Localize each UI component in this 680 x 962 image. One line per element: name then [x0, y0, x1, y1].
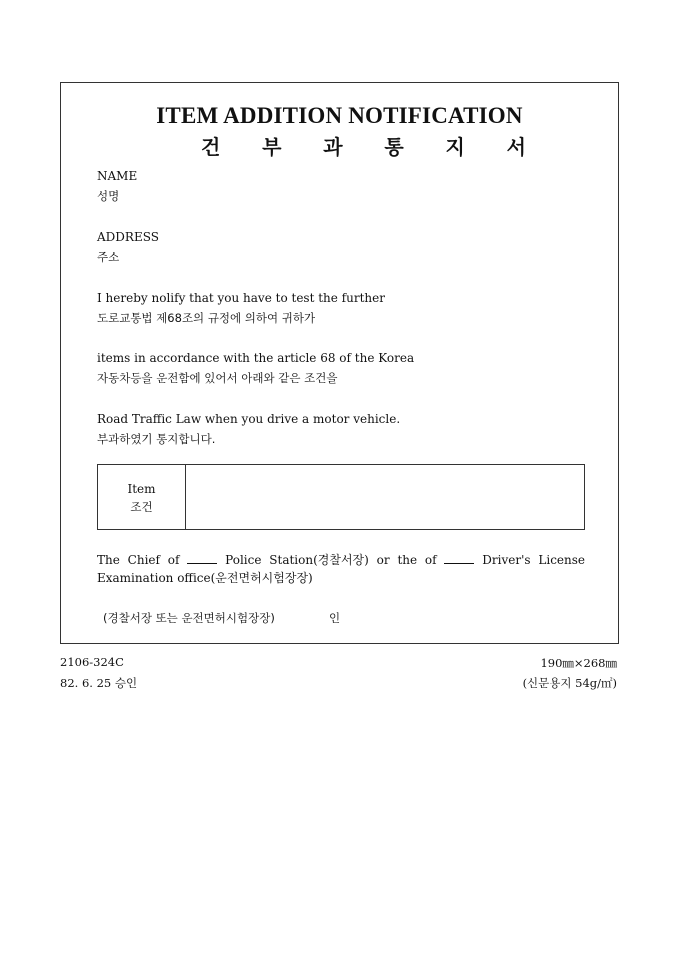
seal-label: 인: [329, 611, 341, 625]
approval-date: 82. 6. 25 승인: [60, 676, 138, 690]
item-label-english: Item: [127, 482, 156, 496]
item-table: [97, 464, 585, 530]
notification-form: [60, 82, 619, 644]
paragraph-2-english: items in accordance with the article 68 of the Korea: [97, 351, 415, 365]
paragraph-1-korean: 도로교통법 제68조의 규정에 의하여 귀하가: [97, 311, 316, 325]
name-label-korean: 성명: [97, 189, 120, 203]
form-title-english: ITEM ADDITION NOTIFICATION: [156, 103, 523, 128]
title-char: 지: [445, 135, 465, 159]
title-char: 건: [201, 135, 221, 159]
chief-text-3: Driver's License: [482, 553, 585, 567]
paragraph-3-korean: 부과하였기 통지합니다.: [97, 432, 216, 446]
address-label-korean: 주소: [97, 250, 120, 264]
form-title-korean: [201, 131, 526, 160]
address-label-english: ADDRESS: [97, 230, 159, 244]
police-station-blank: [187, 562, 217, 564]
paper-type: (신문용지 54g/㎡): [522, 676, 617, 690]
chief-line-1: [97, 550, 585, 570]
title-char: 부: [262, 135, 282, 159]
paragraph-1-english: I hereby nolify that you have to test the further: [97, 291, 385, 305]
form-number: 2106-324C: [60, 655, 124, 669]
chief-line-2: Examination office(운전면허시험장장): [97, 571, 313, 585]
signature-label: (경찰서장 또는 운전면허시험장장): [103, 611, 275, 625]
chief-text-2: Police Station(경찰서장) or the of: [225, 553, 437, 567]
license-office-blank: [444, 562, 474, 564]
item-label-cell: [98, 465, 186, 529]
paragraph-2-korean: 자동차등을 운전함에 있어서 아래와 같은 조건을: [97, 371, 338, 385]
chief-text-1: The Chief of: [97, 553, 180, 567]
name-label-english: NAME: [97, 169, 138, 183]
paragraph-3-english: Road Traffic Law when you drive a motor vehicle.: [97, 412, 401, 426]
title-char: 과: [323, 135, 343, 159]
paper-size: 190㎜×268㎜: [540, 656, 617, 670]
title-char: 서: [506, 135, 526, 159]
item-label-korean: 조건: [130, 500, 153, 514]
title-char: 통: [384, 135, 404, 159]
